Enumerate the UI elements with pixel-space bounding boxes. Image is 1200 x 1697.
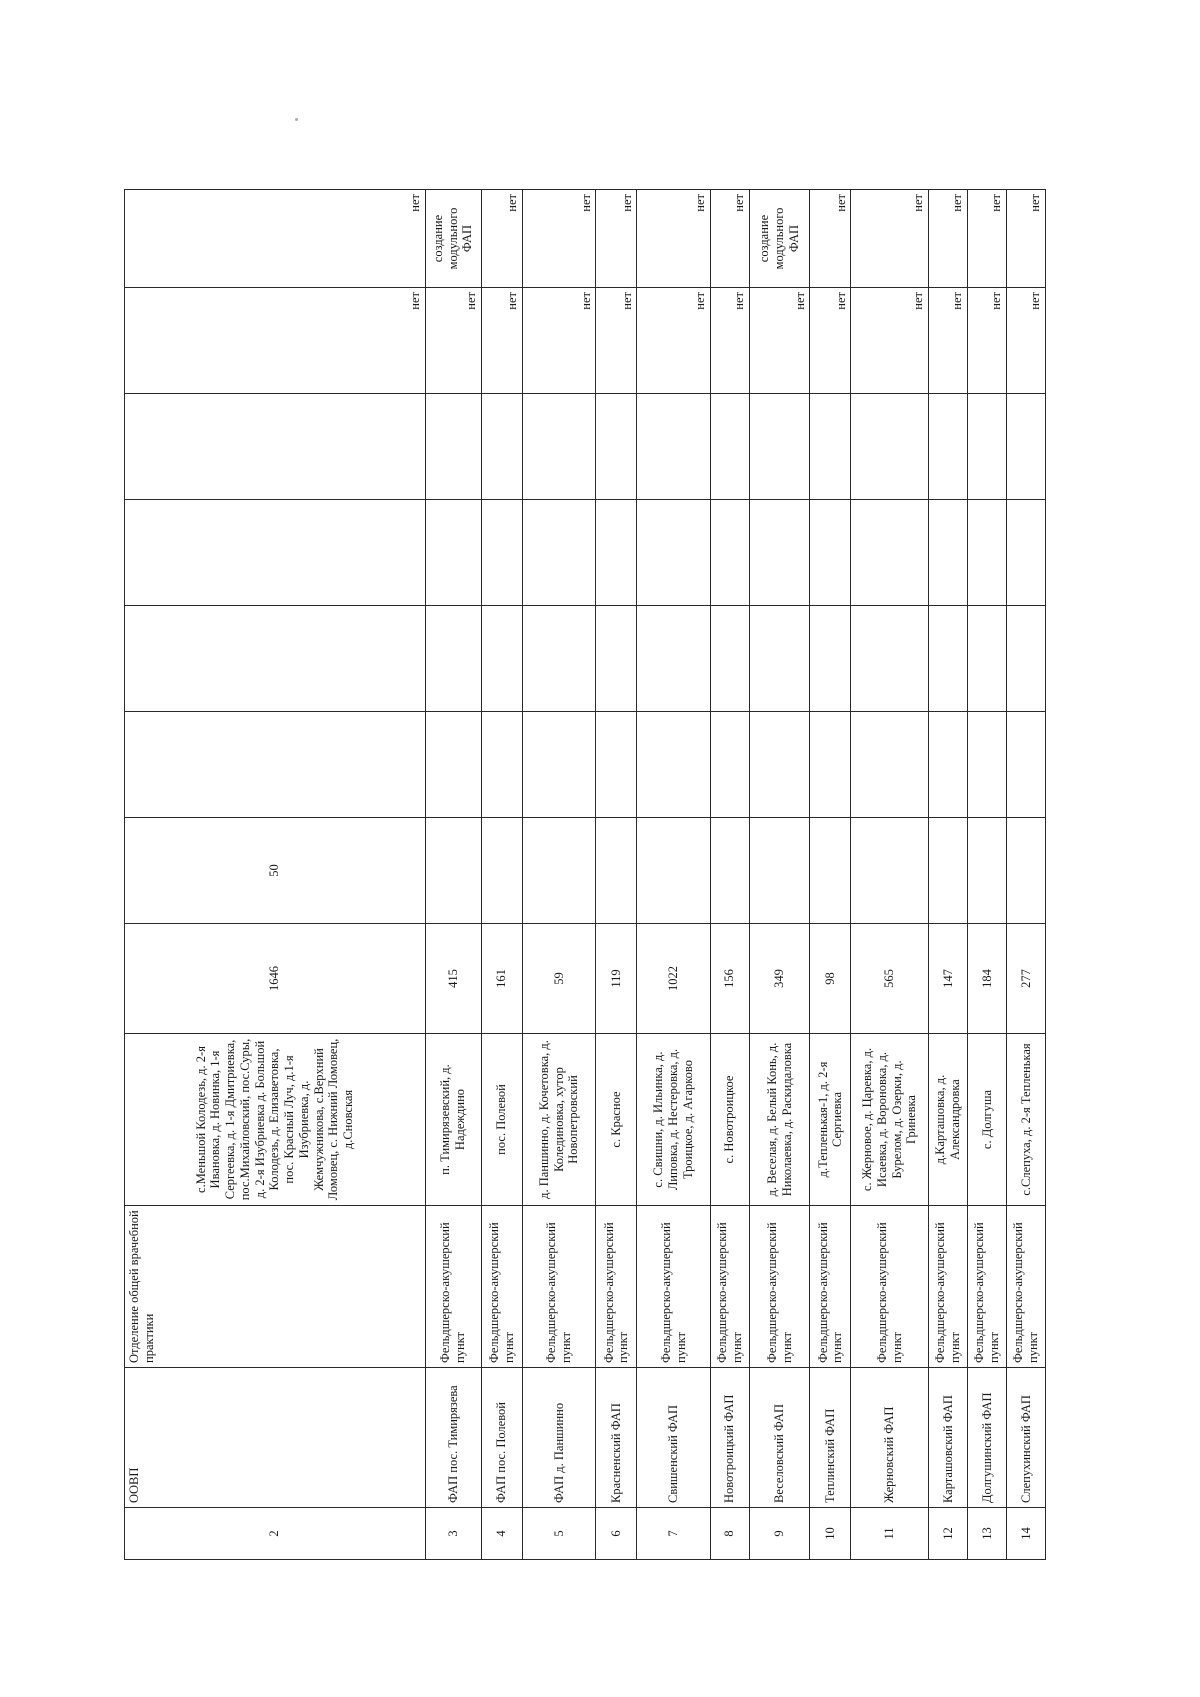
- facility-type: Фельдшерско-акушерский пункт: [425, 1206, 481, 1368]
- empty-cell: [710, 500, 749, 606]
- served-settlements: пос. Полевой: [481, 1034, 522, 1206]
- row-number: 7: [637, 1508, 711, 1560]
- table-row: [851, 190, 929, 1560]
- status-cell: нет: [968, 288, 1007, 394]
- empty-cell: [929, 606, 968, 712]
- facility-name: Веселовский ФАП: [749, 1368, 810, 1508]
- empty-cell: [710, 606, 749, 712]
- action-cell: нет: [596, 190, 637, 288]
- value-cell: [1006, 818, 1045, 924]
- facility-name: Слепухинский ФАП: [1006, 1368, 1045, 1508]
- population-count: 119: [596, 924, 637, 1034]
- value-cell: [810, 818, 851, 924]
- status-cell: нет: [851, 288, 929, 394]
- status-cell: нет: [810, 288, 851, 394]
- value-cell: [929, 818, 968, 924]
- value-cell: [425, 818, 481, 924]
- empty-cell: [968, 606, 1007, 712]
- empty-cell: [968, 500, 1007, 606]
- status-cell: нет: [637, 288, 711, 394]
- table-body: [125, 190, 1046, 1560]
- empty-cell: [481, 394, 522, 500]
- empty-cell: [810, 712, 851, 818]
- value-cell: [968, 818, 1007, 924]
- action-cell: нет: [637, 190, 711, 288]
- table-row: [522, 190, 596, 1560]
- row-number: 6: [596, 1508, 637, 1560]
- facility-type: Фельдшерско-акушерский пункт: [481, 1206, 522, 1368]
- population-count: 147: [929, 924, 968, 1034]
- facility-type: Отделение общей врачебной практики: [125, 1206, 426, 1368]
- action-cell: нет: [810, 190, 851, 288]
- population-count: 1022: [637, 924, 711, 1034]
- empty-cell: [810, 606, 851, 712]
- status-cell: нет: [1006, 288, 1045, 394]
- action-cell: нет: [125, 190, 426, 288]
- facility-type: Фельдшерско-акушерский пункт: [749, 1206, 810, 1368]
- table-row: [637, 190, 711, 1560]
- empty-cell: [851, 712, 929, 818]
- served-settlements: д. Паншинно, д. Кочетовка, д. Колединовка, хутор Новопетровский: [522, 1034, 596, 1206]
- facility-type: Фельдшерско-акушерский пункт: [1006, 1206, 1045, 1368]
- table-row: [810, 190, 851, 1560]
- row-number: 8: [710, 1508, 749, 1560]
- population-count: 349: [749, 924, 810, 1034]
- empty-cell: [929, 500, 968, 606]
- empty-cell: [851, 606, 929, 712]
- empty-cell: [596, 712, 637, 818]
- action-cell: нет: [968, 190, 1007, 288]
- table-row: [125, 190, 426, 1560]
- empty-cell: [522, 394, 596, 500]
- table-row: [425, 190, 481, 1560]
- empty-cell: [810, 394, 851, 500]
- value-cell: [749, 818, 810, 924]
- action-cell: создание модульного ФАП: [425, 190, 481, 288]
- empty-cell: [749, 606, 810, 712]
- empty-cell: [637, 394, 711, 500]
- row-number: 10: [810, 1508, 851, 1560]
- rotated-table-wrapper: [124, 190, 1046, 1560]
- population-count: 565: [851, 924, 929, 1034]
- empty-cell: [522, 500, 596, 606]
- empty-cell: [596, 606, 637, 712]
- action-cell: нет: [851, 190, 929, 288]
- value-cell: [596, 818, 637, 924]
- facility-type: Фельдшерско-акушерский пункт: [968, 1206, 1007, 1368]
- facility-type: Фельдшерско-акушерский пункт: [637, 1206, 711, 1368]
- empty-cell: [1006, 712, 1045, 818]
- population-count: 98: [810, 924, 851, 1034]
- value-cell: [522, 818, 596, 924]
- action-cell: нет: [522, 190, 596, 288]
- status-cell: нет: [481, 288, 522, 394]
- population-count: 1646: [125, 924, 426, 1034]
- status-cell: нет: [125, 288, 426, 394]
- empty-cell: [710, 712, 749, 818]
- served-settlements: с. Жерновое, д. Царевка, д. Исаевка, д. Вороновка, д. Бурелом, д. Озерки, д. Гриневка: [851, 1034, 929, 1206]
- facility-name: Карташовский ФАП: [929, 1368, 968, 1508]
- row-number: 3: [425, 1508, 481, 1560]
- empty-cell: [1006, 500, 1045, 606]
- empty-cell: [425, 394, 481, 500]
- empty-cell: [929, 712, 968, 818]
- table-row: [968, 190, 1007, 1560]
- served-settlements: д. Веселая, д. Белый Конь, д. Николаевка, д. Раскидаловка: [749, 1034, 810, 1206]
- empty-cell: [425, 606, 481, 712]
- status-cell: нет: [929, 288, 968, 394]
- facility-name: Жерновский ФАП: [851, 1368, 929, 1508]
- facility-name: Свишенский ФАП: [637, 1368, 711, 1508]
- facility-name: Теплинский ФАП: [810, 1368, 851, 1508]
- served-settlements: с. Новотроицкое: [710, 1034, 749, 1206]
- facility-type: Фельдшерско-акушерский пункт: [596, 1206, 637, 1368]
- served-settlements: с. Долгуша: [968, 1034, 1007, 1206]
- status-cell: нет: [596, 288, 637, 394]
- empty-cell: [425, 500, 481, 606]
- row-number: 11: [851, 1508, 929, 1560]
- served-settlements: п. Тимирязевский, д. Надеждино: [425, 1034, 481, 1206]
- empty-cell: [929, 394, 968, 500]
- table-row: [710, 190, 749, 1560]
- action-cell: нет: [481, 190, 522, 288]
- served-settlements: с.Слепуха, д. 2-я Тепленькая: [1006, 1034, 1045, 1206]
- facility-type: Фельдшерско-акушерский пункт: [810, 1206, 851, 1368]
- empty-cell: [596, 500, 637, 606]
- facility-name: ФАП пос. Тимирязева: [425, 1368, 481, 1508]
- population-count: 156: [710, 924, 749, 1034]
- row-number: 14: [1006, 1508, 1045, 1560]
- row-number: 5: [522, 1508, 596, 1560]
- served-settlements: с. Свишни, д. Ильинка, д. Липовка, д. Нестеровка, д. Троицкое, д. Агарково: [637, 1034, 711, 1206]
- value-cell: [851, 818, 929, 924]
- empty-cell: [125, 606, 426, 712]
- table-row: [596, 190, 637, 1560]
- facility-name: Новотроицкий ФАП: [710, 1368, 749, 1508]
- status-cell: нет: [710, 288, 749, 394]
- status-cell: нет: [749, 288, 810, 394]
- empty-cell: [851, 500, 929, 606]
- facility-name: ООВП: [125, 1368, 426, 1508]
- empty-cell: [125, 712, 426, 818]
- table-row: [1006, 190, 1045, 1560]
- facility-type: Фельдшерско-акушерский пункт: [851, 1206, 929, 1368]
- empty-cell: [481, 500, 522, 606]
- row-number: 12: [929, 1508, 968, 1560]
- table-row: [929, 190, 968, 1560]
- empty-cell: [522, 606, 596, 712]
- empty-cell: [522, 712, 596, 818]
- facility-type: Фельдшерско-акушерский пункт: [929, 1206, 968, 1368]
- row-number: 9: [749, 1508, 810, 1560]
- facility-type: Фельдшерско-акушерский пункт: [710, 1206, 749, 1368]
- facility-name: ФАП пос. Полевой: [481, 1368, 522, 1508]
- row-number: 2: [125, 1508, 426, 1560]
- empty-cell: [596, 394, 637, 500]
- status-cell: нет: [425, 288, 481, 394]
- empty-cell: [481, 712, 522, 818]
- empty-cell: [1006, 394, 1045, 500]
- facility-name: Долгушинский ФАП: [968, 1368, 1007, 1508]
- served-settlements: д.Карташовка, д. Александровка: [929, 1034, 968, 1206]
- served-settlements: с.Меньшой Колодезь, д. 2-я Ивановка, д. Новинка, 1-я Сергеевка, д. 1-я Дмитриевка, пос.Михайловский, пос.Суры, д. 2-я Изубриевка д. Большой Колодезь, д. Елизаветовка, пос. Красный Луч, д.1-я Изубриевка, д. Жемчужникова, с.Верхний Ломовец, с. Нижний Ломовец, д.Сновская: [125, 1034, 426, 1206]
- facility-name: ФАП д. Паншинно: [522, 1368, 596, 1508]
- value-cell: 50: [125, 818, 426, 924]
- scan-speck: [295, 118, 298, 121]
- status-cell: нет: [522, 288, 596, 394]
- value-cell: [710, 818, 749, 924]
- action-cell: создание модульного ФАП: [749, 190, 810, 288]
- population-count: 161: [481, 924, 522, 1034]
- empty-cell: [1006, 606, 1045, 712]
- empty-cell: [749, 712, 810, 818]
- empty-cell: [749, 500, 810, 606]
- action-cell: нет: [710, 190, 749, 288]
- empty-cell: [637, 500, 711, 606]
- empty-cell: [710, 394, 749, 500]
- empty-cell: [810, 500, 851, 606]
- population-count: 59: [522, 924, 596, 1034]
- facility-type: Фельдшерско-акушерский пункт: [522, 1206, 596, 1368]
- empty-cell: [968, 712, 1007, 818]
- population-count: 184: [968, 924, 1007, 1034]
- empty-cell: [851, 394, 929, 500]
- table-row: [481, 190, 522, 1560]
- empty-cell: [125, 500, 426, 606]
- empty-cell: [637, 712, 711, 818]
- empty-cell: [968, 394, 1007, 500]
- served-settlements: с. Красное: [596, 1034, 637, 1206]
- value-cell: [637, 818, 711, 924]
- served-settlements: д.Тепленькая-1, д. 2-я Сергиевка: [810, 1034, 851, 1206]
- population-count: 415: [425, 924, 481, 1034]
- facility-name: Красненский ФАП: [596, 1368, 637, 1508]
- row-number: 13: [968, 1508, 1007, 1560]
- empty-cell: [637, 606, 711, 712]
- value-cell: [481, 818, 522, 924]
- facilities-table: [124, 189, 1046, 1560]
- action-cell: нет: [929, 190, 968, 288]
- empty-cell: [425, 712, 481, 818]
- population-count: 277: [1006, 924, 1045, 1034]
- table-row: [749, 190, 810, 1560]
- empty-cell: [125, 394, 426, 500]
- empty-cell: [749, 394, 810, 500]
- empty-cell: [481, 606, 522, 712]
- action-cell: нет: [1006, 190, 1045, 288]
- row-number: 4: [481, 1508, 522, 1560]
